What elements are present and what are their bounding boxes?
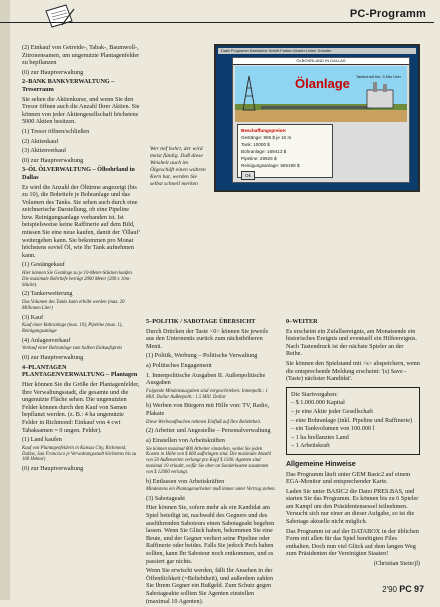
notepad-icon [42,3,76,29]
footnote-text: Verkauf einer Bohranlage zum halben Einkaufspreis [22,346,123,352]
body-paragraph: Hier können Sie, sofern mehr als ein Kandidat am Spiel beteiligt ist, nachwahl des Gegners und des ausführenden Saboteurs einen Sabotageakt begehen lassen. Wenn Sie Glück haben, bekommen Sie eine Beute, und der Gegner verliert seine Pipeline oder Raffinerie oder beides. Falls Sie jedoch Pech haben sollten, kann Ihr Saboteur noch entkommen, und es passiert gar nichts. [146,504,275,565]
section-heading: 5–POLITIK / SABOTAGE ÜBERSICHT [146,318,256,325]
column-2 [146,318,276,607]
body-paragraph: (3) Aktienverkauf [22,147,67,155]
footnote-text: Kauf einer Bohranlage (max. 10), Pipeline (max. 1), Reinigungsanlage [22,323,123,334]
body-paragraph: (2) Arbeiter und Angestellte – Personalverwaltung [146,427,271,435]
footnote-text: Kauf von Plantagenfeldern in Kansas City, Richmond, Dallas, San Francisco je Verwaltungsstadt höchstens bis zu 100 Hektar) [22,445,137,463]
ok-button: Ok [241,171,255,180]
body-paragraph: (2) Einkauf von Getreide-, Tabak-, Baumwoll-, Zitronensamen, um ungenutzte Plantagenfelder zu bepflanzen [22,44,140,67]
body-paragraph: (1) Tresor öffnen/schließen [22,127,90,135]
screenshot-menubar: Datei Programm Edelsteine Schrift Farben Muster Linien Transfer [218,48,416,54]
body-paragraph: b) Entlassen von Arbeitskräften [146,477,225,485]
body-paragraph: (1) Politik, Werbung – Politische Verwaltung [146,352,258,360]
hints-paragraph: Das Programm läuft unter GEM Basic2 auf einem EGA-Monitor und entsprechender Karte. [286,470,411,486]
box-item: – eine Bohranlage (inkl. Pipeline und Raffinerie) [291,416,413,424]
magazine-logo: PC [399,584,412,594]
hints-heading: Allgemeine Hinweise [286,460,356,468]
body-paragraph: 1. Innenpolitische Ausgaben II. Außenpolitische Ausgaben [146,371,266,387]
page-number: 97 [413,584,424,594]
section-heading: 2–BANK BANKVERWALTUNG – Tresorraum [22,78,115,93]
section-heading: 3–ÖL ÖLVERWALTUNG – Ölbohrland in Dallas [22,166,135,181]
box-title: Die Startvorgaben: [291,390,338,398]
body-paragraph: (3) Kauf [22,313,44,321]
screenshot-window-title: ÖLBOHRLAND IN DALLAS [233,58,409,65]
body-paragraph: (0) zur Hauptverwaltung [22,156,84,164]
body-paragraph: Sie können den Spielstand mit <s> abspeichern, wenn die entsprechende Meldung erscheint: '(s) Save -(Taste) nächster Kandidat'. [286,359,420,383]
body-paragraph: b) Werben von Bürgern mit Hilfe von: TV, Radio, Plakate [146,402,270,417]
column-1 [22,44,140,475]
footnote-text: Mindestens ein Plantagenarbeiter muß immer unter Vertrag stehen. [146,487,276,493]
price-row: Pipeline: 29926 $ [241,156,277,161]
body-paragraph: Hier können Sie die Größe der Plantagenfelder, Ihre Verwaltungsstadt, die gesamte und die ungenutzte Fläche sehen. Die ungenutzten Felder können durch den Kauf von Samen bepflanzt werden. (z. B.: 4 ha ungenutzte Felder in Richmond: Einkauf von 4 cwt Tabaksamen = 0 ungen. Felder). [22,380,140,434]
body-paragraph: Wenn Sie erwischt werden, fällt Ihr Ansehen in der Öffentlichkeit (=Beliebtheit), und außerdem zahlen Sie Ihrem Gegner ein Bußgeld. Zum Schutz gegen Sabotageakte sollten Sie Agenten einstellen (maximal 10 Agenten). [146,567,273,605]
plant-label: Ölanlage [295,76,350,91]
game-screenshot [214,44,420,192]
section-heading: 4–PLANTAGEN PLANTAGENVERWALTUNG – Plantagen [22,363,138,379]
price-row: Reinigungsanlage: 585198 $ [241,163,300,168]
body-paragraph: a) Einstellen von Arbeitskräften [146,436,225,444]
body-paragraph: (1) Gestängekauf [22,261,65,269]
price-row: Gestänge: 995 $ je 10 m [241,135,292,140]
hints-paragraph: Laden Sie unter BASIC2 die Datei PRES.BAS, und starten Sie das Programm. Es können bis zu 6 Spieler am Kampf um den Präsidentensessel teilnehmen. Versucht sich nur einer an dieser Aufgabe, so ist die Sabotage aktuelle nicht möglich. [286,487,419,526]
body-paragraph: (2) Aktienkauf [22,137,59,145]
footnote-text: Folgende Mindestausgaben sind vorgeschrieben: Innenpolit.: 1 Mill. Dollar Außenpolit.: 1.5 Mill. Dollar [146,388,268,400]
body-paragraph: (0) zur Hauptverwaltung [22,465,84,473]
body-paragraph: Sie sehen die Aktienkurse, und wenn Sie den Tresor öffnen auch die Anzahl Ihrer Aktien. Sie können von jeder Aktiengesellschaft höchstens 5000 Aktien besitzen. [22,95,140,126]
screenshot-window [232,57,410,183]
body-paragraph: Durch Drücken der Taste <0> können Sie jeweils aus den Unternenüs zurück zum nächsthöheren Menü. [146,327,269,350]
issue-number: 2'90 [382,585,397,594]
body-paragraph: (1) Land kaufen [22,436,62,444]
price-row: Bohranlage: 169413 $ [241,149,287,154]
body-paragraph: a) Politisches Engagement [146,361,212,369]
box-item: – 1 Arbeitskraft [291,442,330,450]
footnote-text: Das Volumen des Tanks kann erhöht werden (max. 20 Millionen Liter) [22,300,125,311]
start-conditions-box [286,387,420,455]
price-row: Tank: 10000 $ [241,142,270,147]
footnote-text: Diese Werbeaufbuchen nehmen Einfluß auf Ihre Beliebtheit. [146,419,262,425]
body-paragraph: (0) zur Hauptverwaltung [22,354,84,362]
footnote-text: Sie können maximal 800 Arbeiter einstellen, wobei Sie jeden Kosten in Höhe von $ 660 aufbringen sind. Die maximale Anzahl von 50 Außenseiten verlangt pro Kopf $ 1500. Agenten sind maximal 10 erlaubt, wofür Sie aber an Sonderkosten zusammen von $ 12000 verlangt. [146,446,272,475]
image-caption: Wer tief bohrt, der wird meist fündig. Daß diese Weisheit auch im Ölgeschäft einen wahren Kern hat, werden Sie selbst schnell merken [150,146,206,187]
column-3-body [286,318,420,383]
section-title: PC-Programm [349,8,426,20]
body-paragraph: (0) zur Hauptverwaltung [22,68,84,76]
page-footer [382,584,424,594]
footnote-text: Hier können Sie Gestänge zu je 10-Meter-Stücken kaufen. Die maximale Bohrtiefe beträgt 2000 Meter (200 x 10m-Stücke). [22,271,133,288]
page-header [0,0,440,40]
column-3 [286,318,420,570]
price-panel-title: Beschaffungspreise: [241,128,287,133]
hints-paragraph: Das Programm ist auf der DATABOX in der üblichen Form mit allen für das Spiel benötigten Files enthalten. Doch nun viel Glück auf dem langen Weg zum Präsidenten der Vereinigten Staaten! [286,527,419,558]
body-paragraph: (4) Anlagenverkauf [22,336,71,344]
box-item: – je eine Aktie jeder Gesellschaft [291,407,373,415]
header-rule [0,22,434,23]
body-paragraph: Es erscheint ein Zufallsereignis, am Monatsende ein historisches Ereignis und eventuell ein Hilfeereignis. Nach Tastendruck ist der nächste Spieler an der Reihe. [286,327,417,358]
box-item: – ein Tankvolumen von 100.000 l [291,425,375,433]
body-paragraph: (3) Sabotageakt [146,494,186,502]
box-item: – $ 1.000.000 Kapital [291,399,345,407]
box-item: – 1 ha brellanztes Land [291,433,349,441]
author-credit: (Christian Stein/jl) [373,560,420,568]
body-paragraph: (2) Tankerweiterung [22,290,73,298]
section-heading: 0–WEITER [286,318,318,325]
price-panel [237,124,333,178]
page-edge [0,0,10,600]
tank-label: Tankinhalt bis: 3 Mio Liter [355,74,401,79]
oil-plant-scene [235,66,407,122]
body-paragraph: Es wird die Anzahl der Öltürme angezeigt (bis zu 10), die Bohrtiefe je Bohranlage und das Volumen des Tanks. Sie sehen auch durch eine zeichnerische Darstellung, ob eine Pipeline bzw. Reinigungsanlage vorhanden ist. Ist beispielsweise keine Raffinerie auf dem Bild, müssen Sie eine neue kaufen, damit der 'Öllauf' weitergehen kann. Sie bekommen pro Monat höchstens soviel Öl, wie Ihr Tank aufnehmen kann. [22,183,140,259]
